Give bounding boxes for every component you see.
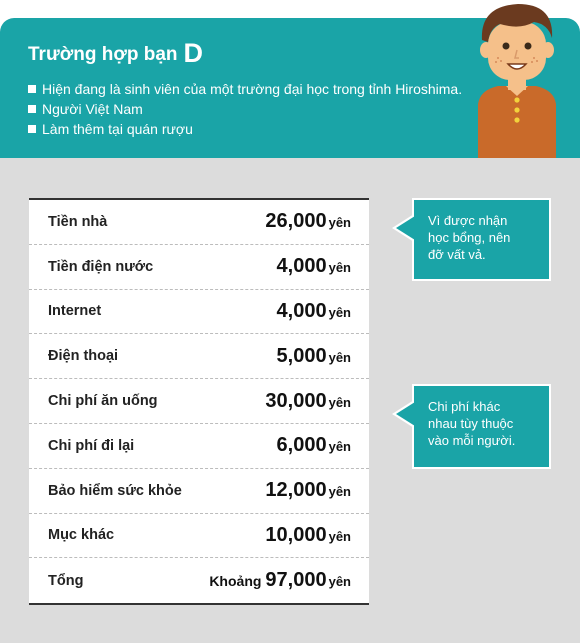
row-unit: yên [328, 260, 351, 276]
total-prefix: Khoảng [209, 573, 262, 590]
row-value [277, 300, 351, 323]
row-unit: yên [328, 484, 351, 500]
total-row [29, 558, 369, 603]
row-amount: 10,000 [265, 523, 327, 546]
total-value [209, 569, 351, 592]
scholarship-note [412, 198, 551, 281]
bullet-item: Hiện đang là sinh viên của một trường đại học trong tỉnh Hiroshima. [28, 79, 462, 99]
note-line: học bổng, nên [428, 230, 511, 245]
bullet-item: Người Việt Nam [28, 99, 462, 119]
table-row [29, 200, 369, 245]
total-label: Tổng [48, 572, 84, 589]
note-line: Vì được nhận [428, 213, 508, 228]
row-amount: 30,000 [265, 389, 327, 412]
case-title-text: Trường hợp bạn [28, 44, 178, 65]
row-label: Chi phí đi lại [48, 437, 135, 454]
table-row [29, 379, 369, 424]
cost-varies-note [412, 384, 551, 469]
row-value [277, 345, 351, 368]
row-value [265, 210, 351, 233]
total-unit: yên [328, 574, 351, 590]
row-value [277, 434, 351, 457]
student-avatar-icon [472, 0, 562, 158]
row-amount: 4,000 [276, 299, 327, 322]
row-amount: 4,000 [276, 255, 327, 278]
row-label: Tiền nhà [48, 213, 108, 230]
note-line: vào mỗi người. [428, 433, 516, 448]
note-line: nhau tùy thuộc [428, 416, 514, 431]
note-line: đỡ vất vả. [428, 247, 486, 262]
expense-table [29, 198, 369, 605]
row-label: Điện thoại [48, 348, 119, 365]
table-row [29, 290, 369, 335]
row-value [265, 524, 351, 547]
table-row [29, 424, 369, 469]
row-label: Internet [48, 303, 102, 320]
case-title [28, 38, 203, 69]
row-unit: yên [328, 394, 351, 410]
row-unit: yên [328, 439, 351, 455]
row-amount: 26,000 [265, 210, 327, 233]
row-unit: yên [328, 215, 351, 231]
row-unit: yên [328, 528, 351, 544]
table-row [29, 469, 369, 514]
row-value [277, 255, 351, 278]
row-amount: 12,000 [265, 479, 327, 502]
row-amount: 6,000 [276, 434, 327, 457]
row-value [265, 479, 351, 502]
total-amount: 97,000 [265, 569, 327, 592]
row-label: Mục khác [48, 527, 115, 544]
row-label: Tiền điện nước [48, 258, 154, 275]
bullet-item: Làm thêm tại quán rượu [28, 119, 462, 139]
row-label: Bảo hiểm sức khỏe [48, 482, 182, 499]
row-value [265, 390, 351, 413]
row-amount: 5,000 [276, 344, 327, 367]
profile-bullets [28, 79, 462, 139]
table-row [29, 334, 369, 379]
case-title-letter: D [183, 38, 203, 68]
row-unit: yên [328, 349, 351, 365]
table-row [29, 514, 369, 559]
table-row [29, 245, 369, 290]
row-label: Chi phí ăn uống [48, 393, 158, 410]
row-unit: yên [328, 304, 351, 320]
note-line: Chi phí khác [428, 399, 501, 414]
